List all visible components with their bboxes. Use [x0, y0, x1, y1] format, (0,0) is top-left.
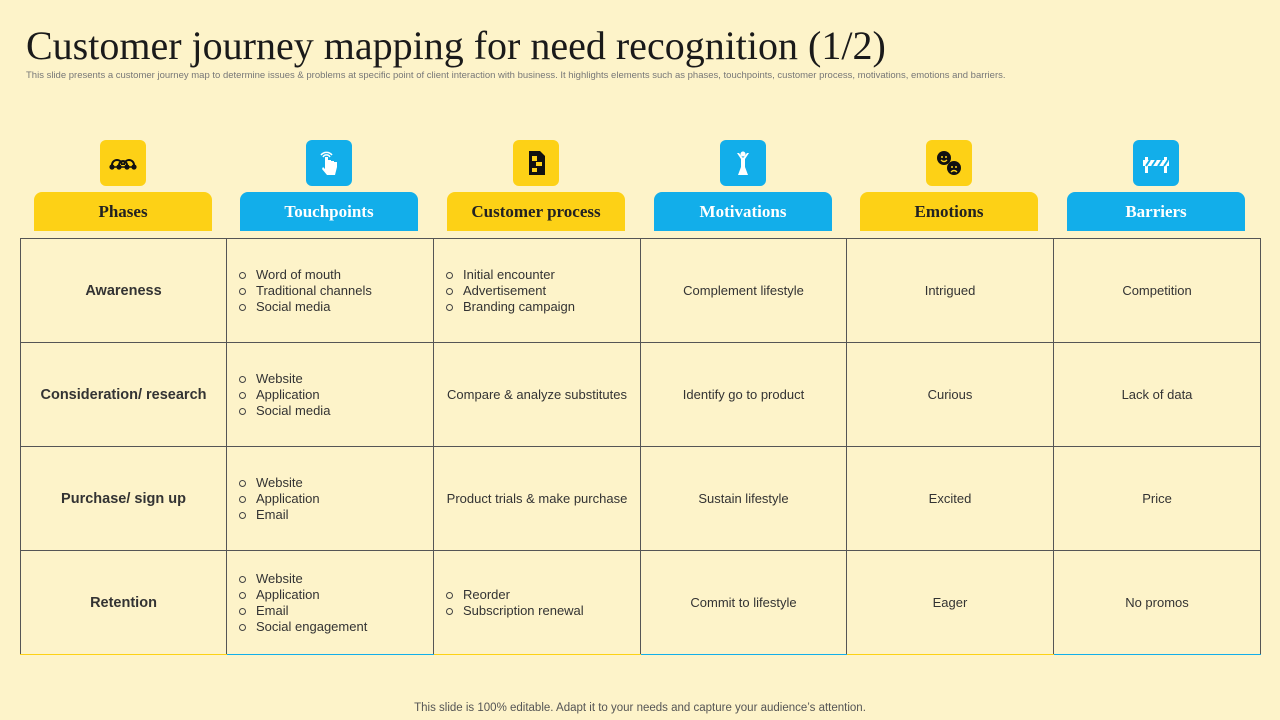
phase-cell: Purchase/ sign up	[21, 447, 227, 551]
header-motivations	[640, 140, 846, 232]
people-chain-icon	[100, 140, 146, 186]
list-item: Email	[237, 603, 425, 619]
header-label: Emotions	[860, 192, 1038, 231]
table-row	[21, 447, 1261, 551]
list-item: Email	[237, 507, 425, 523]
header-label: Motivations	[654, 192, 832, 231]
list-item: Application	[237, 387, 425, 403]
list-item: Branding campaign	[444, 299, 632, 315]
process-cell: Compare & analyze substitutes	[434, 343, 641, 447]
process-document-icon	[513, 140, 559, 186]
touchpoints-cell	[227, 551, 434, 655]
table-row	[21, 551, 1261, 655]
list-item: Initial encounter	[444, 267, 632, 283]
barrier-icon	[1133, 140, 1179, 186]
process-cell	[434, 239, 641, 343]
footer-note: This slide is 100% editable. Adapt it to your needs and capture your audience’s attention.	[414, 702, 866, 714]
header-label: Touchpoints	[240, 192, 418, 231]
list-item: Social media	[237, 299, 425, 315]
barrier-cell: No promos	[1054, 551, 1261, 655]
table-row	[21, 343, 1261, 447]
phase-cell: Consideration/ research	[21, 343, 227, 447]
header-emotions	[846, 140, 1052, 232]
list-item: Social engagement	[237, 619, 425, 635]
touch-hand-icon	[306, 140, 352, 186]
list-item: Website	[237, 475, 425, 491]
motivation-cell: Commit to lifestyle	[641, 551, 847, 655]
emotion-cell: Curious	[847, 343, 1054, 447]
touchpoints-cell	[227, 447, 434, 551]
list-item: Application	[237, 491, 425, 507]
process-cell: Product trials & make purchase	[434, 447, 641, 551]
page-subtitle: This slide presents a customer journey map to determine issues & problems at specific point of client interaction with business. It highlights elements such as phases, touchpoints, customer process, motivations, emotions and barriers.	[26, 70, 1006, 81]
barrier-cell: Lack of data	[1054, 343, 1261, 447]
motivation-cell: Complement lifestyle	[641, 239, 847, 343]
emotion-cell: Eager	[847, 551, 1054, 655]
list-item: Word of mouth	[237, 267, 425, 283]
header-label: Phases	[34, 192, 212, 231]
emotion-cell: Intrigued	[847, 239, 1054, 343]
list-item: Traditional channels	[237, 283, 425, 299]
list-item: Website	[237, 571, 425, 587]
touchpoints-cell	[227, 239, 434, 343]
header-label: Barriers	[1067, 192, 1245, 231]
barrier-cell: Competition	[1054, 239, 1261, 343]
motivation-cell: Sustain lifestyle	[641, 447, 847, 551]
list-item: Advertisement	[444, 283, 632, 299]
journey-table	[20, 238, 1261, 655]
phase-cell: Retention	[21, 551, 227, 655]
list-item: Reorder	[444, 587, 632, 603]
header-phases	[20, 140, 226, 232]
phase-cell: Awareness	[21, 239, 227, 343]
list-item: Subscription renewal	[444, 603, 632, 619]
header-label: Customer process	[447, 192, 625, 231]
header-touchpoints	[226, 140, 432, 232]
process-cell	[434, 551, 641, 655]
column-headers	[20, 140, 1260, 232]
page-title: Customer journey mapping for need recognition (1/2)	[26, 23, 886, 68]
emotion-faces-icon	[926, 140, 972, 186]
emotion-cell: Excited	[847, 447, 1054, 551]
barrier-cell: Price	[1054, 447, 1261, 551]
header-customer-process	[433, 140, 639, 232]
table-row	[21, 239, 1261, 343]
list-item: Application	[237, 587, 425, 603]
trophy-person-icon	[720, 140, 766, 186]
list-item: Social media	[237, 403, 425, 419]
touchpoints-cell	[227, 343, 434, 447]
motivation-cell: Identify go to product	[641, 343, 847, 447]
list-item: Website	[237, 371, 425, 387]
header-barriers	[1053, 140, 1259, 232]
